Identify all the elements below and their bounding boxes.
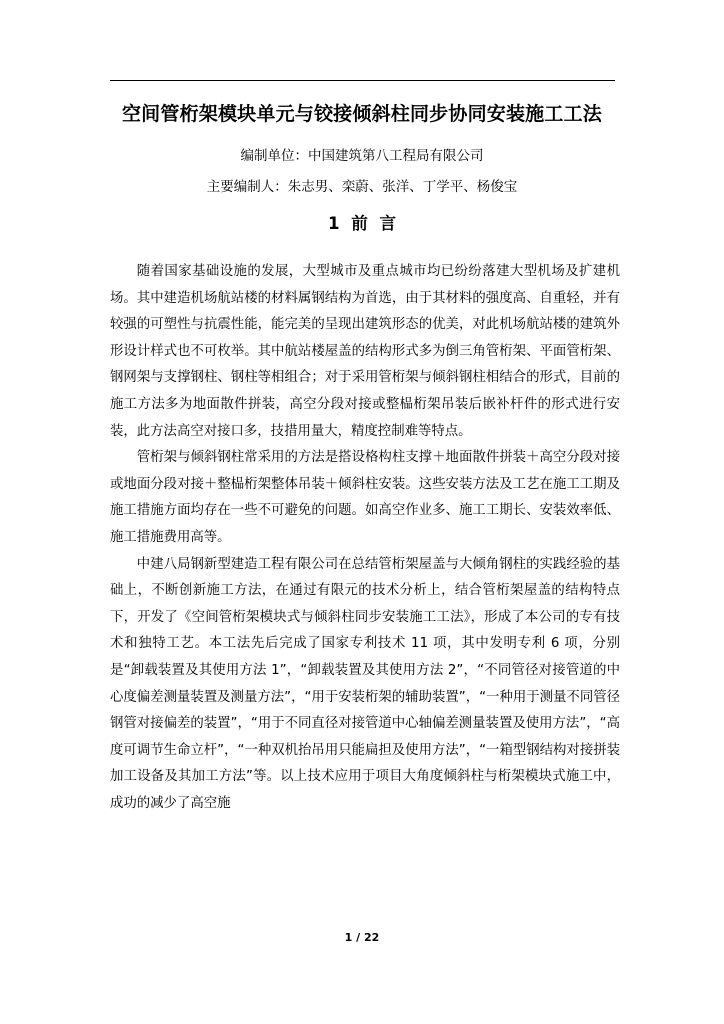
compiling-unit: 编制单位：中国建筑第八工程局有限公司 — [240, 148, 484, 164]
header-rule — [110, 80, 615, 81]
paragraph-2: 管桁架与倾斜钢柱常采用的方法是搭设格构柱支撑＋地面散件拼装＋高空分段对接或地面分段对接＋整榀桁架整体吊装＋倾斜柱安装。这些安装方法及工艺在施工工期及施工措施方面均存在一些不可避免的问题。如高空作业多、施工工期长、安装效率低、施工措施费用高等。 — [110, 450, 620, 545]
page-number: 1 / 22 — [344, 931, 380, 944]
paragraph-1: 随着国家基础设施的发展，大型城市及重点城市均已纷纷落建大型机场及扩建机场。其中建造机场航站楼的材料属钢结构为首选，由于其材料的强度高、自重轻，并有较强的可塑性与抗震性能，能完美的呈现出建筑形态的优美，对此机场航站楼的建筑外形设计样式也不可枚举。其中航站楼屋盖的结构形式多为倒三角管桁架、平面管桁架、钢网架与支撑钢柱、钢柱等相组合；对于采用管桁架与倾斜钢柱相结合的形式，目前的施工方法多为地面散件拼装，高空分段对接或整榀桁架吊装后嵌补杆件的形式进行安装，此方法高空对接口多，技措用量大，精度控制难等特点。 — [110, 264, 620, 439]
document-title: 空间管桁架模块单元与铰接倾斜柱同步协同安装施工工法 — [121, 103, 602, 125]
section-heading: 1 前 言 — [328, 214, 396, 233]
paragraph-3: 中建八局钢新型建造工程有限公司在总结管桁架屋盖与大倾角钢柱的实践经验的基础上，不断创新施工方法，在通过有限元的技术分析上，结合管桁架屋盖的结构特点下，开发了《空间管桁架模块式与倾斜柱同步安装施工工法》，形成了本公司的专有技术和独特工艺。本工法先后完成了国家专利技术 11 项，其中发明专利 6 项，分别是“卸载装置及其使用方法 1”，“卸载装置及其使用方法 2”，“不同管径对接管道的中心度偏差测量装置及测量方法”，“用于安装桁架的辅助装置”，“一种用于测量不同管径钢管对接偏差的装置”，“用于不同直径对接管道中心轴偏差测量装置及使用方法”，“高度可调节生命立杆”，“一种双机抬吊用只能扁担及使用方法”，“一箱型钢结构对接拼装加工设备及其加工方法”等。以上技术应用于项目大角度倾斜柱与桁架模块式施工中，成功的减少了高空施 — [110, 556, 620, 811]
main-authors: 主要编制人：朱志男、栾蔚、张洋、丁学平、杨俊宝 — [206, 179, 518, 195]
body-text — [110, 259, 620, 817]
